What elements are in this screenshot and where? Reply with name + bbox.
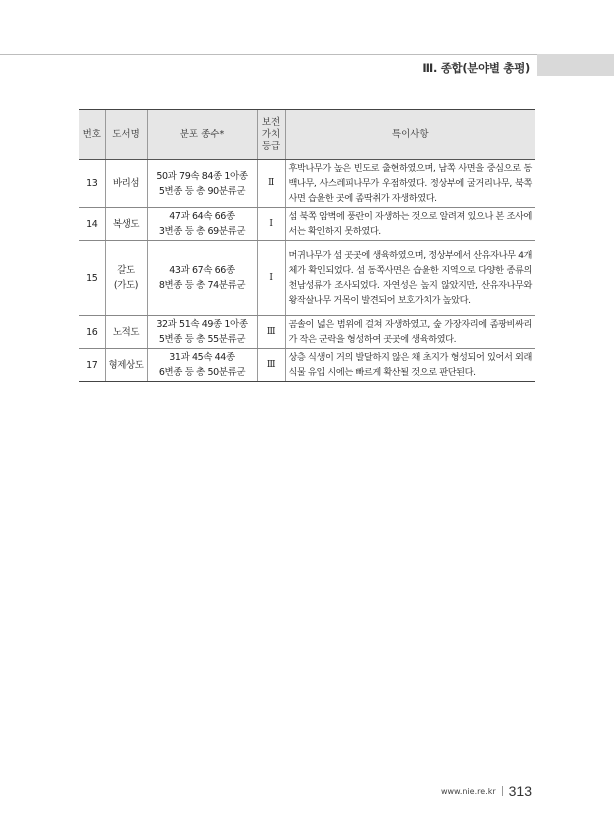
column-header: 도서명	[105, 110, 147, 160]
table-row	[79, 316, 535, 349]
conservation-grade: Ⅲ	[257, 349, 285, 382]
header-rule	[0, 54, 537, 55]
island-name: 복생도	[105, 208, 147, 241]
remarks: 섬 북쪽 암벽에 풍란이 자생하는 것으로 알려져 있으나 본 조사에서는 확인하지 못하였다.	[285, 208, 535, 241]
island-name: 형제상도	[105, 349, 147, 382]
species-table	[79, 109, 535, 382]
row-number: 16	[79, 316, 105, 349]
species-count: 32과 51속 49종 1아종 5변종 등 총 55분류군	[147, 316, 257, 349]
column-header: 보전 가치 등급	[257, 110, 285, 160]
row-number: 13	[79, 160, 105, 208]
footer-divider	[502, 786, 503, 796]
table-row	[79, 241, 535, 316]
conservation-grade: Ⅰ	[257, 241, 285, 316]
footer-url: www.nie.re.kr	[440, 786, 496, 796]
header-tab	[537, 54, 614, 76]
column-header: 특이사항	[285, 110, 535, 160]
table-row	[79, 160, 535, 208]
remarks: 머귀나무가 섬 곳곳에 생육하였으며, 정상부에서 산유자나무 4개체가 확인되었다. 섬 동쪽사면은 습윤한 지역으로 다양한 종류의 천남성류가 조사되었다. 자연성은 높지 않았지만, 산유자나무와 왕작살나무 거목이 발견되어 보호가치가 높았다.	[285, 241, 535, 316]
island-name: 바리섬	[105, 160, 147, 208]
column-header: 분포 종수*	[147, 110, 257, 160]
row-number: 17	[79, 349, 105, 382]
row-number: 14	[79, 208, 105, 241]
remarks: 후박나무가 높은 빈도로 출현하였으며, 남쪽 사면을 중심으로 동백나무, 사스레피나무가 우점하였다. 정상부에 굴거리나무, 북쪽 사면 습윤한 곳에 좀딱취가 자생하였다.	[285, 160, 535, 208]
running-header-title: Ⅲ. 종합(분야별 총평)	[422, 61, 530, 75]
species-count: 50과 79속 84종 1아종 5변종 등 총 90분류군	[147, 160, 257, 208]
species-count: 31과 45속 44종 6변종 등 총 50분류군	[147, 349, 257, 382]
species-count: 47과 64속 66종 3변종 등 총 69분류군	[147, 208, 257, 241]
species-count: 43과 67속 66종 8변종 등 총 74분류군	[147, 241, 257, 316]
page-number: 313	[508, 783, 532, 799]
column-header: 번호	[79, 110, 105, 160]
conservation-grade: Ⅱ	[257, 160, 285, 208]
island-name: 갈도 (가도)	[105, 241, 147, 316]
conservation-grade: Ⅰ	[257, 208, 285, 241]
remarks: 곰솔이 넓은 범위에 걸쳐 자생하였고, 숲 가장자리에 좀팡비싸리가 작은 군락을 형성하여 곳곳에 생육하였다.	[285, 316, 535, 349]
island-name: 노적도	[105, 316, 147, 349]
page-footer	[441, 783, 532, 799]
table-header-row	[79, 110, 535, 160]
remarks: 상층 식생이 거의 발달하지 않은 채 초지가 형성되어 있어서 외래식물 유입 시에는 빠르게 확산될 것으로 판단된다.	[285, 349, 535, 382]
conservation-grade: Ⅲ	[257, 316, 285, 349]
table-row	[79, 208, 535, 241]
table-row	[79, 349, 535, 382]
row-number: 15	[79, 241, 105, 316]
